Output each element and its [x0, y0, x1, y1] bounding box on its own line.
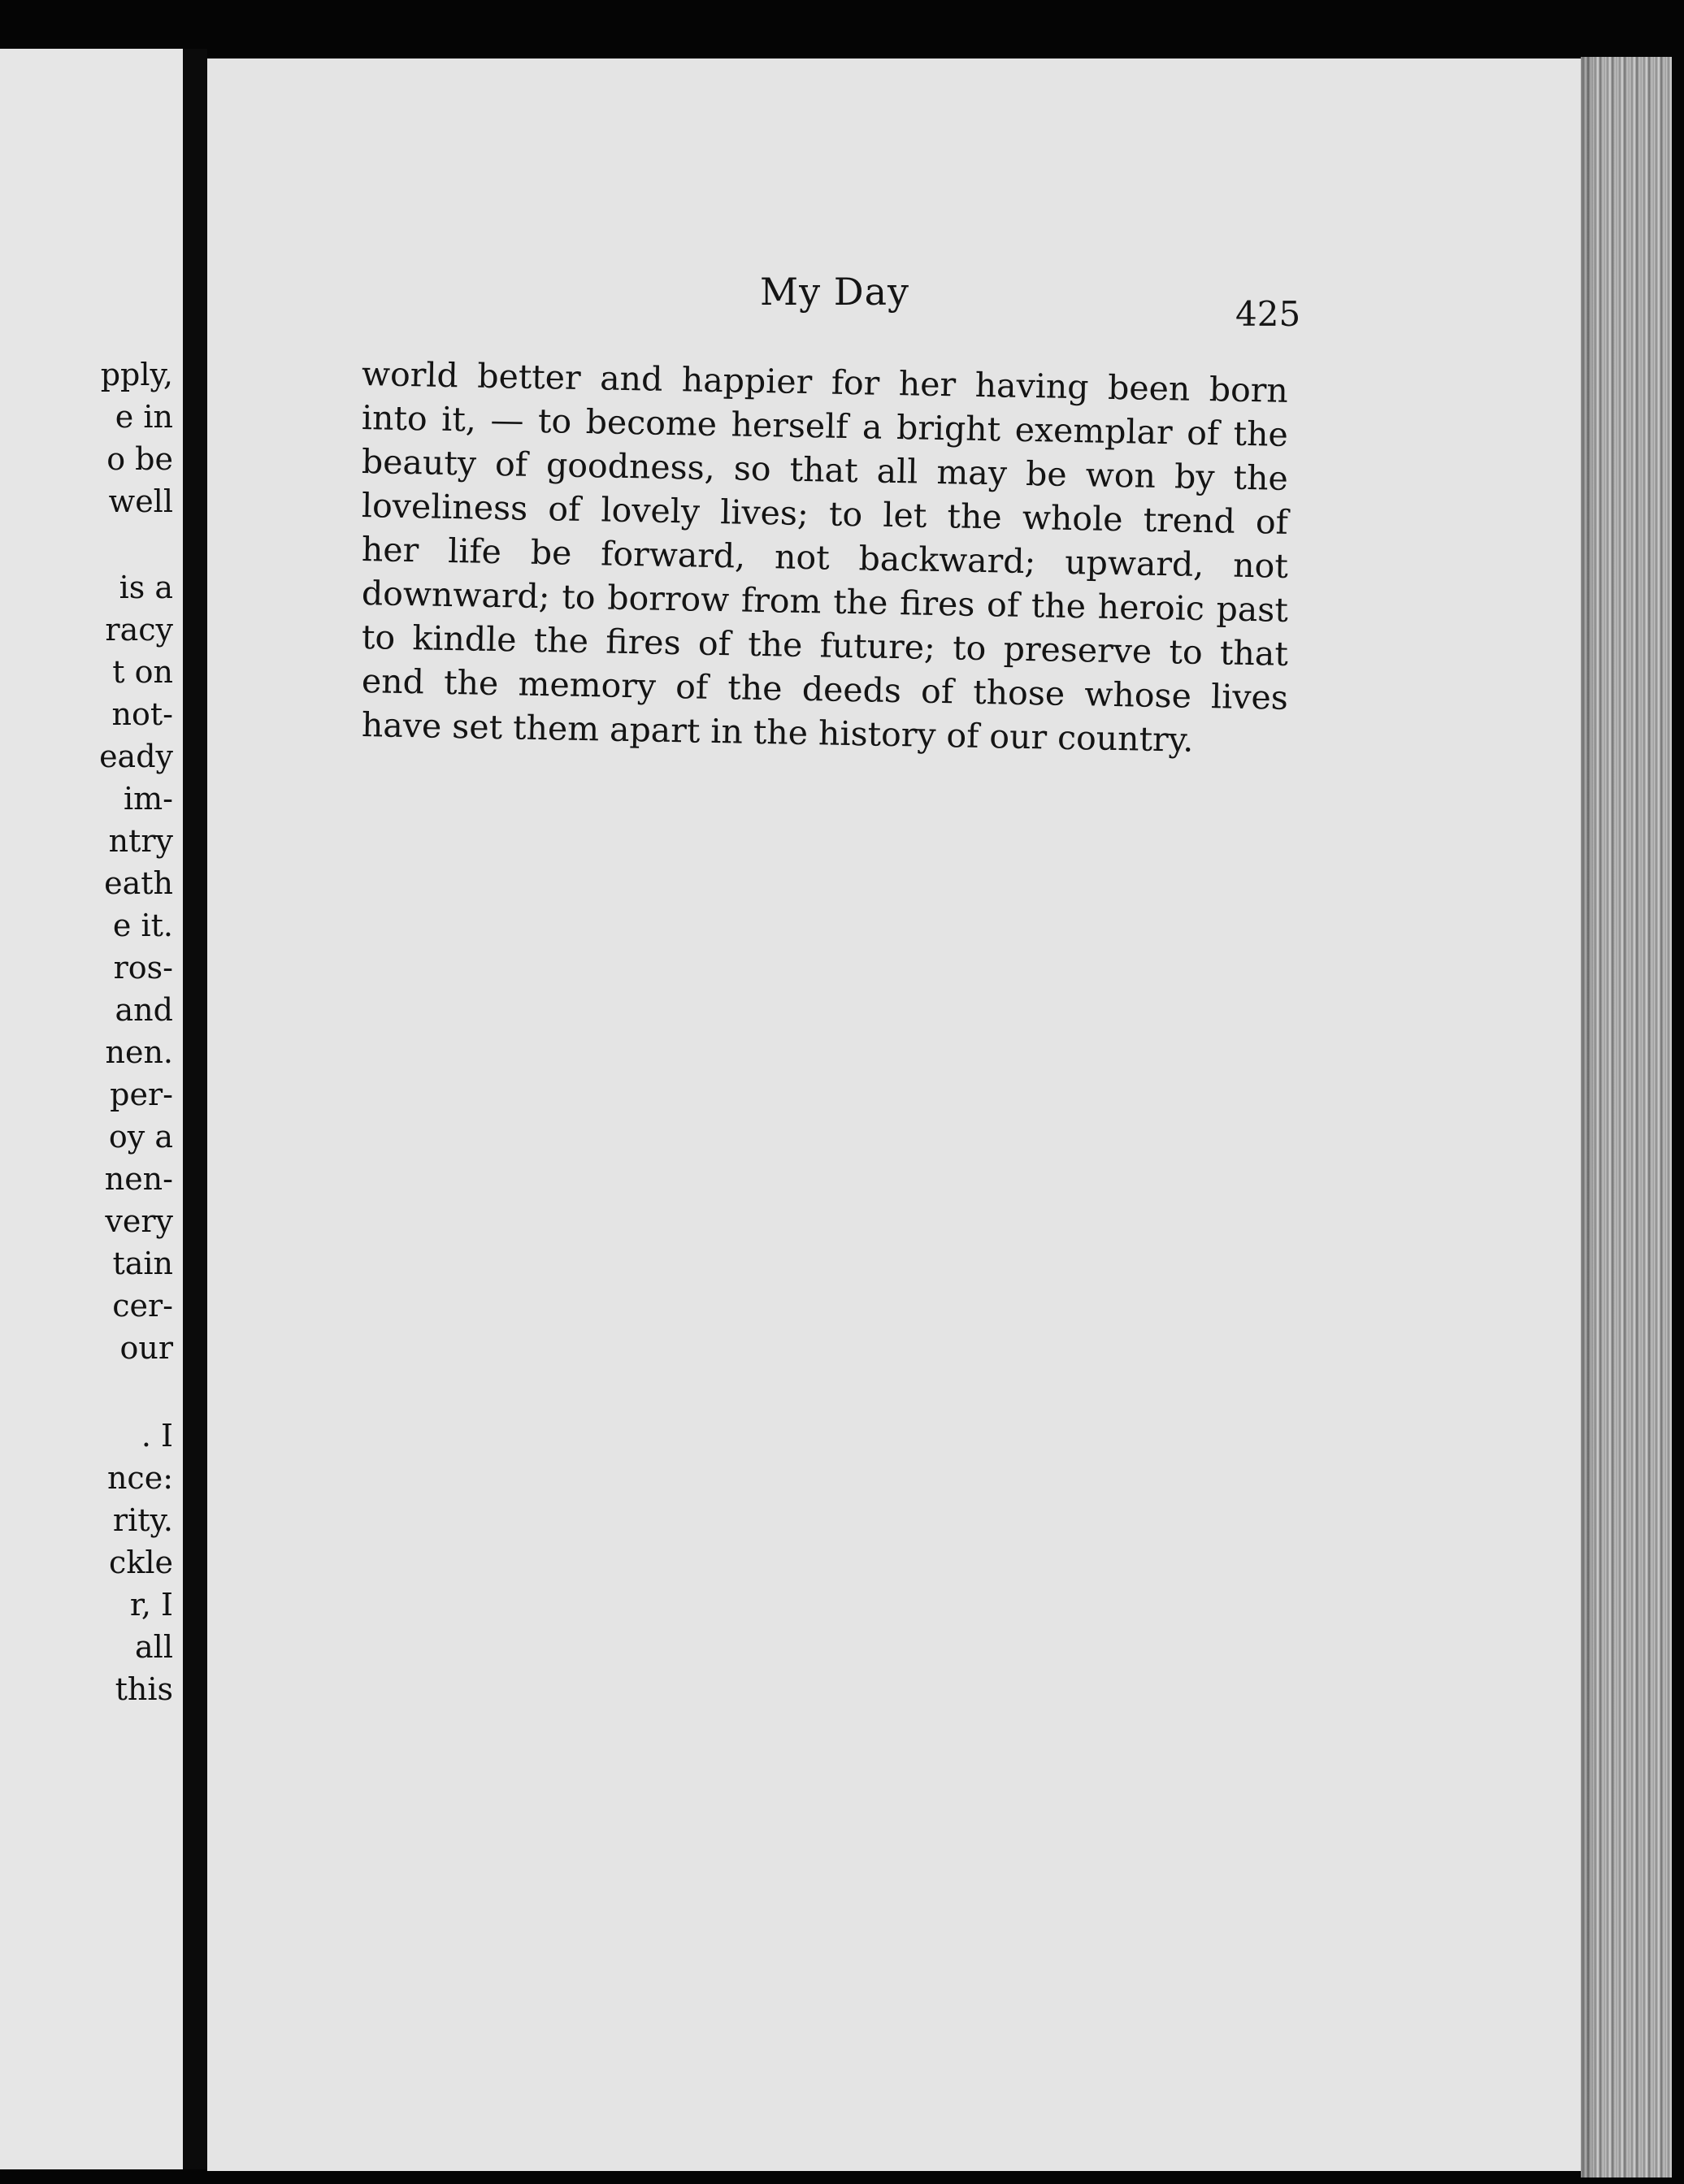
left-page-line: nen. — [105, 1034, 173, 1070]
page-number: 425 — [1235, 294, 1301, 334]
left-page-line: nce: — [106, 1460, 173, 1496]
left-page-line: . I — [141, 1418, 173, 1454]
left-page-line: cer- — [112, 1288, 173, 1324]
left-page-line: e in — [115, 399, 173, 435]
left-page-line: tain — [112, 1246, 173, 1281]
left-page-line: is a — [119, 570, 173, 605]
left-page-line: racy — [105, 612, 173, 648]
left-page-line: nen- — [104, 1161, 173, 1197]
body-text-line: her life be forward, not backward; upward, not — [361, 530, 1289, 586]
body-text-line: have set them apart in the history of our country. — [361, 705, 1194, 760]
left-page-line: and — [115, 992, 173, 1028]
body-text-line: end the memory of the deeds of those whose lives — [361, 661, 1289, 717]
running-head: My Day — [760, 270, 910, 314]
left-page-line: our — [119, 1330, 173, 1366]
left-page-line: e it. — [112, 908, 173, 943]
left-page-line: per- — [110, 1077, 173, 1112]
left-page — [0, 49, 183, 2169]
body-text-line: loveliness of lovely lives; to let the whole trend of — [361, 486, 1289, 542]
left-page-line: not- — [111, 696, 173, 732]
body-text-line: to kindle the fires of the future; to preserve to that — [361, 618, 1289, 674]
left-page-line: eath — [104, 865, 173, 901]
left-page-line: well — [108, 483, 173, 519]
left-page-line: rity. — [112, 1502, 173, 1538]
left-page-line: o be — [106, 441, 173, 477]
left-page-line: im- — [123, 781, 173, 817]
left-page-line: all — [135, 1629, 173, 1665]
body-text-line: beauty of goodness, so that all may be won by the — [361, 442, 1289, 498]
body-text-line: downward; to borrow from the fires of the heroic past — [361, 574, 1289, 630]
left-page-line: ros- — [113, 950, 173, 986]
body-text-line: world better and happier for her having been born — [361, 354, 1289, 410]
left-page-line: oy a — [108, 1119, 173, 1155]
left-page-line: very — [105, 1203, 173, 1239]
left-page-line: ckle — [109, 1545, 173, 1580]
left-page-line: this — [115, 1671, 173, 1707]
page-edge-shadow — [1581, 57, 1597, 2178]
book-gutter — [183, 49, 207, 2169]
body-text-line: into it, — to become herself a bright exemplar of the — [361, 398, 1289, 454]
left-page-line: ntry — [108, 823, 173, 859]
left-page-line: pply, — [100, 357, 173, 392]
left-page-line: r, I — [129, 1587, 173, 1623]
left-page-line: eady — [99, 739, 173, 774]
left-page-line: t on — [112, 654, 173, 690]
